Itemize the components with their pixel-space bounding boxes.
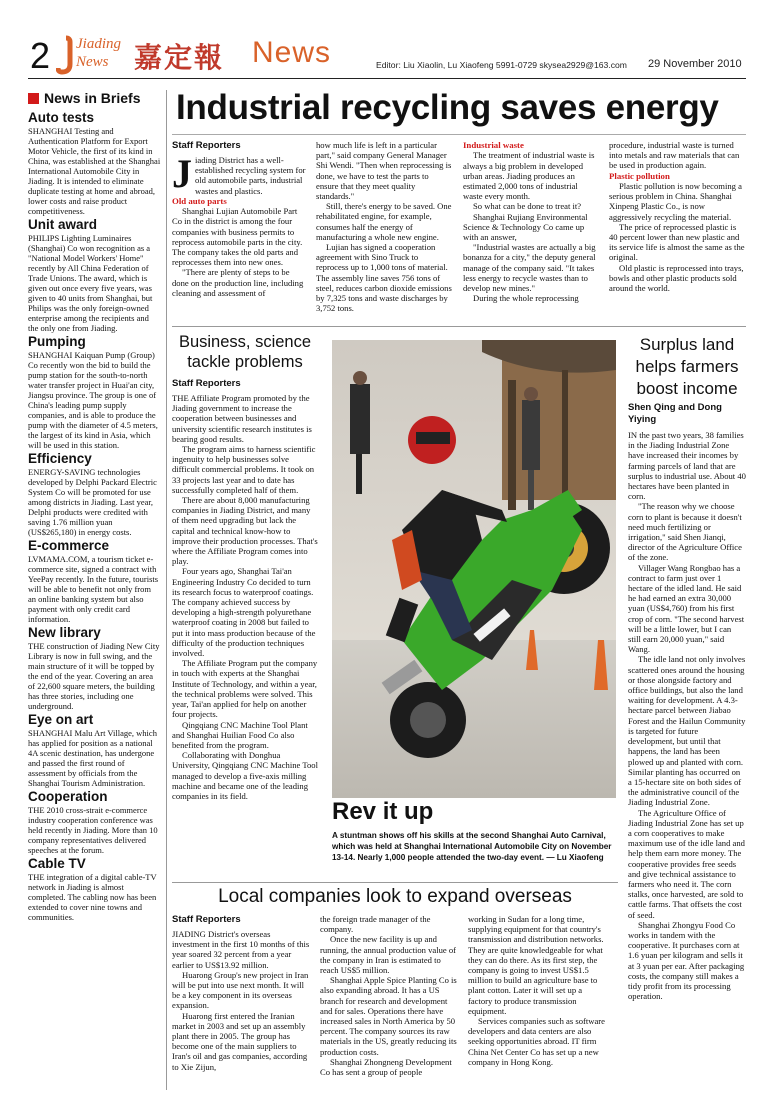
paragraph: Shanghai Zhongneng Development Co has sent a group of people — [320, 1056, 452, 1078]
paragraph: Qingqiang CNC Machine Tool Plant and Shanghai Huilian Food Co also benefited from the program. — [172, 719, 308, 750]
brief-item — [28, 110, 161, 216]
brief-text: SHANGHAI Testing and Authentication Platform for Export Motor Vehicle, the first of its kind in China, was established at the Shanghai International Automobile City in Jiading. It is intended to eliminate duplicate testing at home and abroad, lower costs and raise product competitiveness. — [28, 126, 161, 216]
lead-col2-p3: Lujian has signed a cooperation agreement with Sino Truck to reprocess up to 1,000 tons of material. The assembly line saves 756 tons of steel, reduces carbon dioxide emissions by 7,325 tons and waste discharges by 3,752 tons. — [316, 242, 452, 314]
lead-col3-p3: Shanghai Rujiang Environmental Science & Technology Co came up with an answer, — [463, 211, 588, 243]
brief-title: Cooperation — [28, 789, 108, 804]
brief-title: Cable TV — [28, 856, 86, 871]
brief-item — [28, 451, 161, 537]
overseas-col-2 — [320, 914, 458, 1094]
logo-jiading-text: Jiading — [76, 36, 121, 52]
brief-title: Eye on art — [28, 712, 94, 727]
lead-col3-p2: So what can be done to treat it? — [473, 201, 582, 212]
photo-title: Rev it up — [332, 798, 434, 825]
overseas-col-1 — [172, 914, 310, 1094]
lead-col2-p1: how much life is left in a particular part," said company General Manager Shi Wendi. "Then when reprocessing is done, we have to test the parts to ensure that they meet quality standards." — [316, 140, 452, 202]
lead-col4-p3: The price of reprocessed plastic is 40 percent lower than new plastic and its service life is almost the same as the original. — [609, 221, 745, 263]
science-body — [172, 393, 318, 801]
lead-col-1 — [172, 140, 306, 322]
stunt-photo — [332, 340, 616, 798]
paragraph: Huarong Group's new project in Iran will be put into use next month. It will be a key component in its overseas expansion. — [172, 969, 309, 1011]
section-title: News — [252, 36, 332, 69]
drop-cap: J — [172, 151, 192, 196]
subhead-old-auto-parts: Old auto parts — [172, 195, 227, 206]
red-square-icon — [28, 93, 39, 104]
science-story — [172, 378, 318, 884]
lead-col-3 — [463, 140, 598, 322]
brief-text: PHILIPS Lighting Luminaires (Shanghai) Co won recognition as a "National Model Workers' Home" recently by All China Federation of Trade Unions. The award, which is given out once every five years, was given to 40 units from Shanghai, but Philips was the only foreign-owned enterprise among the recipients and the only one from Jiading. — [28, 233, 153, 333]
paragraph: Once the new facility is up and running, the annual production value of the company in Iran is estimated to reach US$5 million. — [320, 934, 457, 976]
overseas-byline: Staff Reporters — [172, 914, 241, 925]
overseas-top-rule — [172, 882, 618, 883]
paragraph: The program aims to harness scientific ingenuity to help businesses solve difficult commercial problems. It took on 33 projects last year and to date has successfully completed half of them. — [172, 444, 316, 495]
briefs-column — [28, 90, 161, 1090]
brief-item — [28, 625, 161, 711]
paragraph: working in Sudan for a long time, supplying equipment for that country's transmission and distribution networks. They are quite knowledgeable for what they can do there. As its first step, the company is going to invest US$1.5 million to build an agriculture base to plant cotton. Later it will set up a factory to produce transmission equipment. — [468, 914, 604, 1016]
paragraph: THE Affiliate Program promoted by the Jiading government to increase the cooperation between businesses and university scientific research institutes is bearing good results. — [172, 393, 312, 444]
briefs-divider — [166, 90, 167, 1090]
brief-item — [28, 789, 161, 855]
lead-col3-p4: "Industrial wastes are actually a big bonanza for a city," the deputy general manage of the company said. "It takes less energy to recycle wastes than to develop new mines." — [463, 242, 596, 294]
lead-col1-p1: Shanghai Lujian Automobile Part Co in the district is among the four companies with business permits to reprocess automobile parts in the city. The company takes the old parts and reprocesses them into new ones. — [172, 206, 303, 268]
brief-text: SHANGHAI Kaiquan Pump (Group) Co recently won the bid to build the pump station for the south-to-north water transfer project in Huai'an city, Jiangsu province. The group is one of China's leading pump supply companies, and is able to produce the pump with the diameter of 4.5 meters, the largest of its kind in Asia, which will be used in this station. — [28, 350, 158, 450]
farm-body — [628, 430, 746, 1001]
masthead-rule — [28, 78, 746, 79]
brief-text: THE integration of a digital cable-TV network in Jiading is almost completed. The cabling now has been extended to cover nine towns and communities. — [28, 872, 157, 922]
brief-text: THE 2010 cross-strait e-commerce industry cooperation conference was held recently in Jiading. More than 10 company representatives delivered speeches at the forum. — [28, 805, 158, 855]
brief-title: New library — [28, 625, 101, 640]
brief-text: ENERGY-SAVING technologies developed by Delphi Packard Electric System Co will be promoted for use among districts in Jiading. Last year, Delphi products were credited with saving 1.76 million yuan (US$265,180) in energy costs. — [28, 467, 157, 537]
issue-date: 29 November 2010 — [648, 58, 742, 70]
brief-title: Auto tests — [28, 110, 95, 125]
logo-news-text: News — [76, 54, 109, 70]
overseas-col1-body — [172, 929, 310, 1072]
page-number: 2 — [30, 35, 51, 76]
paragraph: The idle land not only involves scattered ones around the housing or those alongside factory and office buildings, but also the land waiting for development. A 4.3-hectare parcel between Jiabao Forest and the Hailun Community is targeted for future development, but until that happens, the land has been plowed up and planted with corn. Similar planting has occurred on a 15-hectare site on both sides of the administrative council of the Jiading Industrial Zone. — [628, 654, 746, 808]
lead-col2-p2: Still, there's energy to be saved. One rehabilitated engine, for example, consumes half the energy of manufacturing a whole new engine. — [316, 201, 452, 242]
overseas-headline: Local companies look to expand overseas — [218, 886, 572, 907]
brief-text: THE construction of Jiading New City Library is now in full swing, and the main structure of it will be topped by the end of the year. Covering an area of 22,600 square meters, the building has three stories, including one underground. — [28, 641, 160, 711]
lead-headline: Industrial recycling saves energy — [176, 88, 719, 127]
brief-title: Efficiency — [28, 451, 92, 466]
lead-intro: iading District has a well-established recycling system for old automobile parts, industrial wastes and plastics. — [195, 155, 306, 196]
science-headline: Business, science tackle problems — [178, 333, 312, 371]
brief-item — [28, 538, 161, 624]
lead-col4-p2: Plastic pollution is now becoming a serious problem in China. Shanghai Xinpeng Plastic Co., is now aggressively recycling the material. — [609, 181, 742, 222]
lead-byline: Staff Reporters — [172, 140, 241, 151]
paragraph: Huarong first entered the Iranian market in 2003 and set up an assembly plant there in 2005. The group has become one of the main suppliers to Iran's oil and gas companies, according to Xie Zijun, — [172, 1010, 308, 1072]
overseas-col-3 — [468, 914, 608, 1094]
farm-story — [628, 402, 746, 1092]
lead-col3-p5: During the whole reprocessing — [473, 293, 579, 304]
brief-text: LVMAMA.COM, a tourism ticket e-commerce site, signed a contract with YeePay recently. In the future, tourists will be able to benefit not only from an online banking system but also payment with only credit card information. — [28, 554, 159, 624]
subhead-plastic-pollution: Plastic pollution — [609, 170, 670, 181]
briefs-heading-text: News in Briefs — [44, 90, 141, 106]
paragraph: Villager Wang Rongbao has a contract to farm just over 1 hectare of the idled land. He said he had earned an extra 30,000 yuan (US$4,760) from his first crop of corn. "The second harvest will be a little lower, but I can still earn 20,000 yuan," said Wang. — [628, 562, 745, 655]
brief-item — [28, 712, 161, 788]
photo-caption: A stuntman shows off his skills at the second Shanghai Auto Carnival, which was held at Shanghai International Automobile City on November 13-14. Nearly 1,000 people attended the two-day event. — Lu Xiaofeng — [332, 831, 612, 862]
subhead-industrial-waste: Industrial waste — [463, 140, 524, 150]
paragraph: Shanghai Zhongyu Food Co works in tandem with the cooperative. It purchases corn at 1.6 yuan per kilogram and sells it at 3 yuan per ear. After packaging costs, the company still makes a tidy profit from its processing operation. — [628, 919, 745, 1002]
brief-text: SHANGHAI Malu Art Village, which has applied for position as a national 4A scenic destination, has undergone and passed the first round of assessment by officials from the Shanghai Tourism Administration. — [28, 728, 157, 788]
paragraph: Collaborating with Donghua University, Qingqiang CNC Machine Tool managed to develop a five-axis milling machine and became one of the leading companies in its field. — [172, 750, 318, 801]
paragraph: "The reason why we choose corn to plant is because it doesn't need much fertilizing or irrigation," said Shen Jianqi, director of the Agriculture Office of the zone. — [628, 501, 742, 563]
farm-byline: Shen Qing and Dong Yiying — [628, 402, 722, 425]
paragraph: There are about 8,000 manufacturing companies in Jiading District, and many of them need upgrading but lack the capital and technical know-how to improve their production processes. That's where the Affiliate Program comes into play. — [172, 495, 318, 567]
paragraph: Shanghai Apple Spice Planting Co is also expanding abroad. It has a US branch for research and development and for sales. Operations there have increased sales in North America by 50 percent. The company sources its raw materials in the US, greatly reducing its production costs. — [320, 975, 457, 1057]
paragraph: The Agriculture Office of Jiading Industrial Zone has set up a corn cooperatives to make maximum use of the idle land and help them earn more money. The cooperative provides free seeds and give technical assistance to farmers who need it. The corn stalks, once harvested, are sold to cattle farms. That offsets the cost of seed. — [628, 807, 745, 920]
brief-item — [28, 217, 161, 333]
lead-bottom-rule — [172, 326, 746, 327]
paragraph: the foreign trade manager of the company. — [320, 914, 431, 935]
science-byline: Staff Reporters — [172, 378, 241, 389]
lead-col-4 — [609, 140, 746, 322]
lead-col-2 — [316, 140, 452, 322]
paragraph: Services companies such as software developers and data centers are also seeking opportunities abroad. IT firm China Net Center Co has set up a new company in Hong Kong. — [468, 1016, 605, 1067]
paragraph: JIADING District's overseas investment in the first 10 months of this year soared 32 percent from a year earlier to US$13.92 million. — [172, 929, 310, 970]
lead-col4-p1: procedure, industrial waste is turned into metals and raw materials that can be used in production again. — [609, 140, 740, 171]
chinese-title: 嘉定報 — [134, 43, 225, 74]
editor-line: Editor: Liu Xiaolin, Lu Xiaofeng 5991-0729 skysea2929@163.com — [376, 60, 627, 70]
paragraph: IN the past two years, 38 families in the Jiading Industrial Zone have increased their incomes by farming parcels of land that are surplus to industrial use. About 40 hectares have been planted in corn. — [628, 430, 746, 502]
lead-headline-rule — [172, 134, 746, 135]
paragraph: Four years ago, Shanghai Tai'an Engineering Industry Co decided to turn its research focus to waterproof coatings. The company achieved success by developing a high-strength polyurethane waterproof coating in 2008 but failed to put it into mass production because of the difficulty of the production techniques involved. — [172, 566, 316, 659]
brief-title: Unit award — [28, 217, 98, 232]
briefs-heading — [28, 90, 161, 106]
briefs-list — [28, 110, 161, 922]
jiading-logo — [56, 34, 126, 76]
brief-title: Pumping — [28, 334, 86, 349]
farm-headline: Surplus land helps farmers boost income — [635, 335, 739, 398]
lead-col3-p1: The treatment of industrial waste is always a big problem in developed urban areas. Jiading produces an estimated 2,000 tons of industrial waste every month. — [463, 150, 595, 202]
lead-col1-p2: "There are plenty of steps to be done on the production line, including cleaning and assessment of — [172, 267, 304, 298]
brief-item — [28, 334, 161, 450]
brief-title: E-commerce — [28, 538, 110, 553]
brief-item — [28, 856, 161, 922]
lead-col4-p4: Old plastic is reprocessed into trays, bowls and other plastic products sold around the world. — [609, 262, 744, 294]
paragraph: The Affiliate Program put the company in touch with experts at the Shanghai Institute of Technology, and within a year, the technical problems were solved. This year, Tai'an applied for help on another four projects. — [172, 658, 318, 720]
